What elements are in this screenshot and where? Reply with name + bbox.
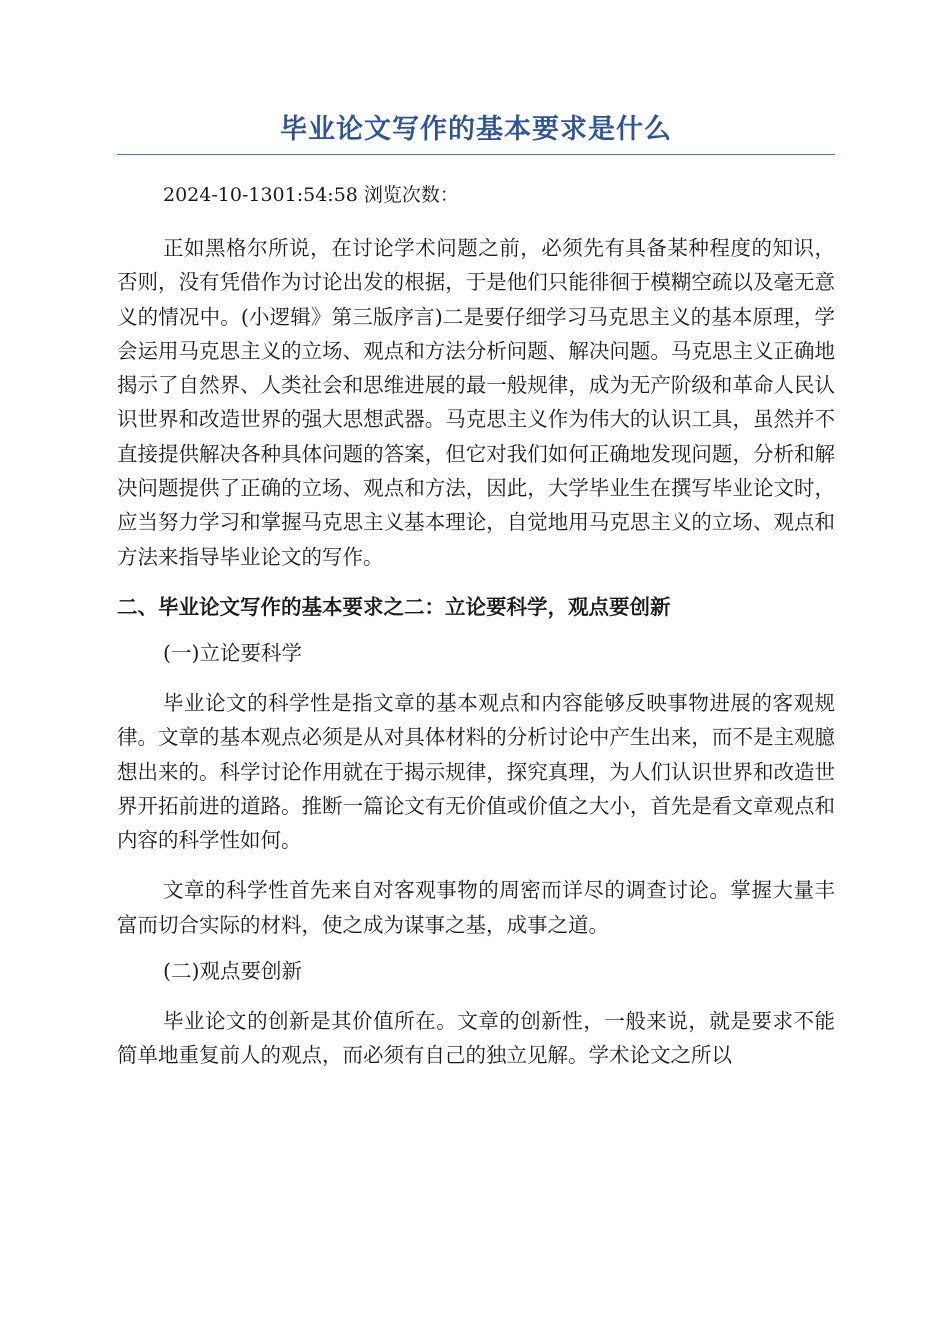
section-heading: 二、毕业论文写作的基本要求之二：立论要科学，观点要创新: [117, 594, 671, 619]
paragraph-4: 毕业论文的创新是其价值所在。文章的创新性，一般来说，就是要求不能简单地重复前人的观点，而必须有自己的独立见解。学术论文之所以: [117, 1009, 835, 1068]
document-title: 毕业论文写作的基本要求是什么: [117, 110, 835, 155]
paragraph-2: 毕业论文的科学性是指文章的基本观点和内容能够反映事物进展的客观规律。文章的基本观点必须是从对具体材料的分析讨论中产生出来，而不是主观臆想出来的。科学讨论作用就在于揭示规律，探究真理，为人们认识世界和改造世界开拓前进的道路。推断一篇论文有无价值或价值之大小，首先是看文章观点和内容的科学性如何。: [117, 690, 835, 853]
meta-line: 2024-10-1301:54:58 浏览次数：: [163, 184, 459, 206]
subheading-scientific: (一)立论要科学: [163, 640, 302, 665]
paragraph-3: 文章的科学性首先来自对客观事物的周密而详尽的调查讨论。掌握大量丰富而切合实际的材料，使之成为谋事之基，成事之道。: [117, 878, 835, 937]
subheading-innovation: (二)观点要创新: [163, 959, 302, 984]
paragraph-1: 正如黑格尔所说，在讨论学术问题之前，必须先有具备某种程度的知识，否则，没有凭借作为讨论出发的根据，于是他们只能徘徊于模糊空疏以及毫无意义的情况中。(小逻辑》第三版序言)二是要仔细学习马克思主义的基本原理，学会运用马克思主义的立场、观点和方法分析问题、解决问题。马克思主义正确地揭示了自然界、人类社会和思维进展的最一般规律，成为无产阶级和革命人民认识世界和改造世界的强大思想武器。马克思主义作为伟大的认识工具，虽然并不直接提供解决各种具体问题的答案，但它对我们如何正确地发现问题，分析和解决问题提供了正确的立场、观点和方法，因此，大学毕业生在撰写毕业论文时，应当努力学习和掌握马克思主义基本理论，自觉地用马克思主义的立场、观点和方法来指导毕业论文的写作。: [117, 236, 835, 569]
document-page: [117, 110, 835, 1073]
